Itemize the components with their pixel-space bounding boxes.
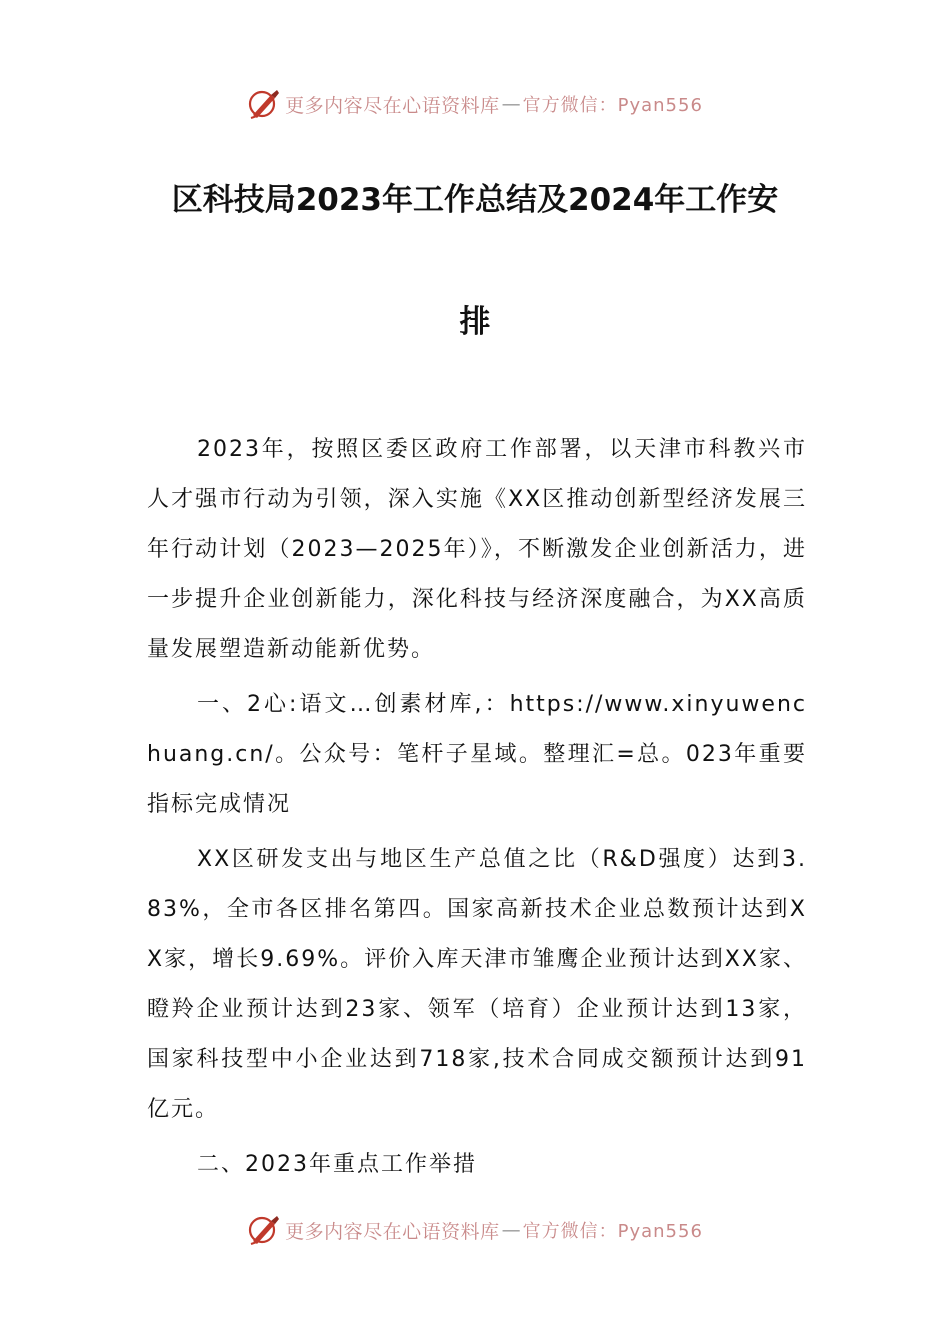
banner-contact-text: 官方微信：Pyan556	[522, 95, 703, 116]
banner-brand-text: 更多内容尽在心语资料库	[285, 94, 500, 117]
pen-logo-icon	[247, 1213, 281, 1247]
document-title-line-1: 区科技局2023年工作总结及2024年工作安	[171, 182, 779, 218]
document-body	[147, 425, 807, 1195]
document-title-line-2: 排	[459, 304, 491, 340]
banner-dash: —	[501, 93, 521, 115]
pen-logo-icon	[247, 87, 281, 121]
banner-contact-text: 官方微信：Pyan556	[522, 1221, 703, 1242]
banner-dash: —	[501, 1219, 521, 1241]
paragraph-section-1-heading: 一、2心:语文…创素材库,：https://www.xinyuwenchuang.cn/。公众号：笔杆子星域。整理汇=总。023年重要指标完成情况	[147, 692, 807, 817]
paragraph-indicators: XX区研发支出与地区生产总值之比（R&D强度）达到3.83%，全市各区排名第四。国家高新技术企业总数预计达到XX家，增长9.69%。评价入库天津市雏鹰企业预计达到XX家、瞪羚企业预计达到23家、领军（培育）企业预计达到13家，国家科技型中小企业达到718家,技术合同成交额预计达到91亿元。	[147, 847, 807, 1122]
paragraph-intro: 2023年，按照区委区政府工作部署，以天津市科教兴市人才强市行动为引领，深入实施《XX区推动创新型经济发展三年行动计划（2023—2025年）》，不断激发企业创新活力，进一步提升企业创新能力，深化科技与经济深度融合，为XX高质量发展塑造新动能新优势。	[147, 437, 807, 662]
paragraph-section-2-heading: 二、2023年重点工作举措	[197, 1152, 477, 1177]
header-watermark-banner	[0, 82, 950, 126]
footer-watermark-banner	[0, 1208, 950, 1252]
banner-brand-text: 更多内容尽在心语资料库	[285, 1220, 500, 1243]
